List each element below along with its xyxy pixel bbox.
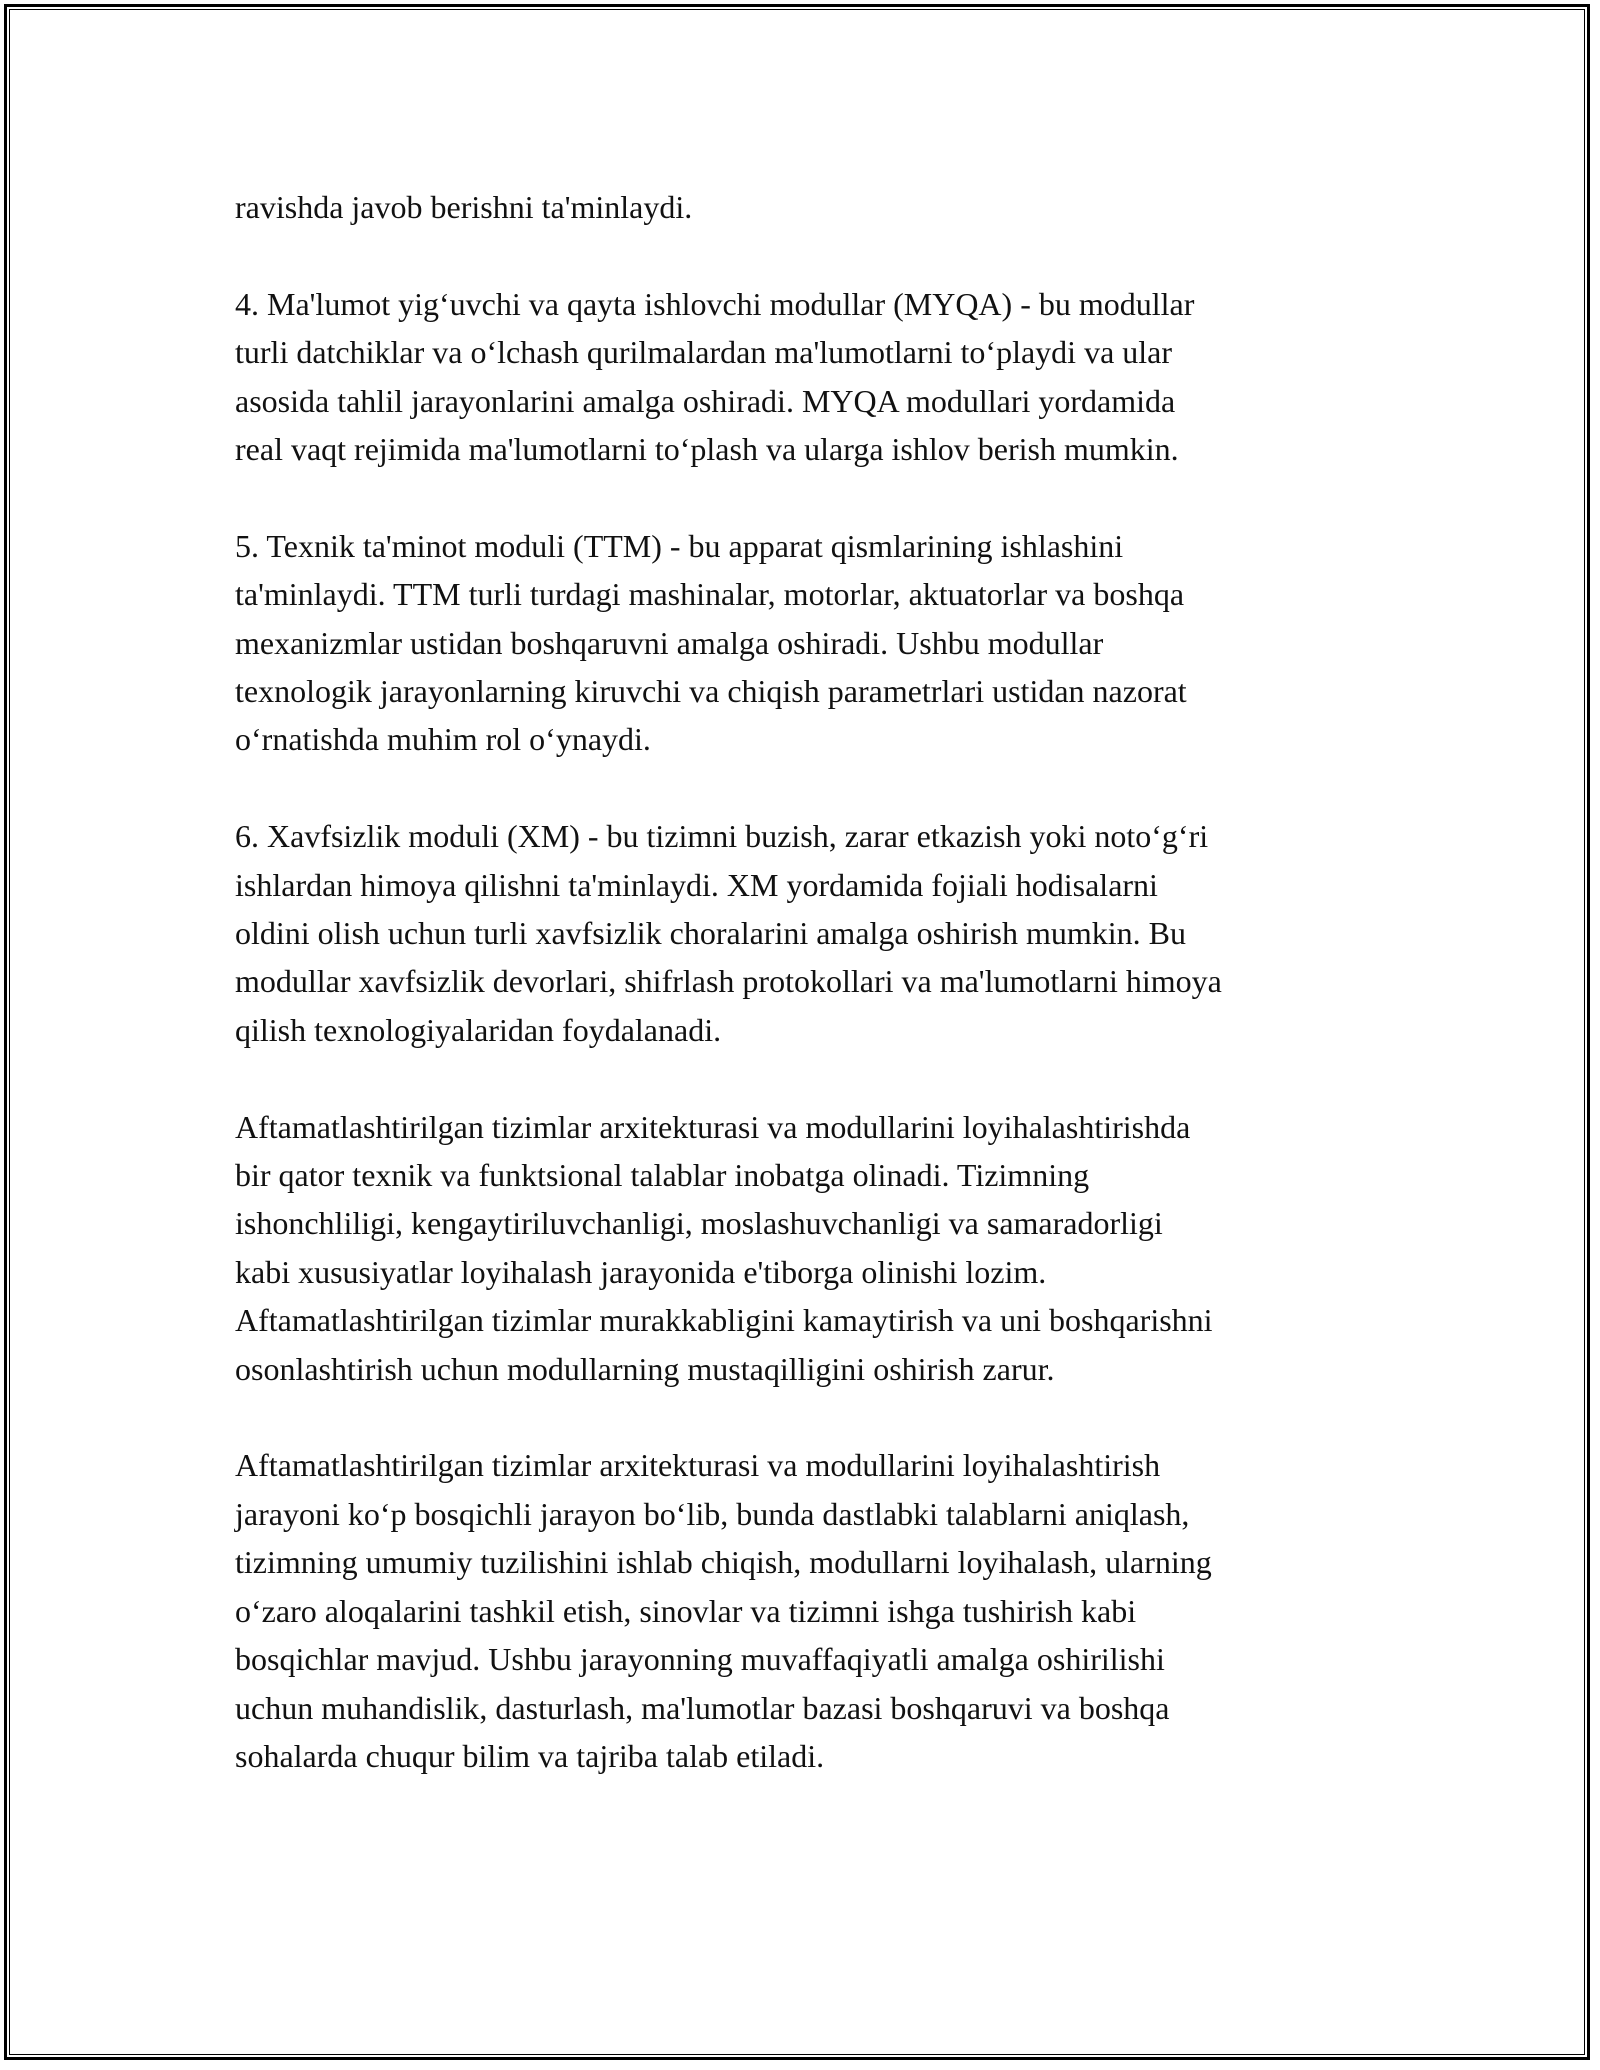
paragraph-process [235,1441,1395,1780]
paragraph-spacer [235,473,1395,521]
paragraph-item-5 [235,522,1395,764]
text-line: real vaqt rejimida ma'lumotlarni to‘plash va ularga ishlov berish mumkin. [235,431,1179,468]
text-line: turli datchiklar va o‘lchash qurilmalardan ma'lumotlarni to‘playdi va ular [235,334,1173,371]
text-line: kabi xususiyatlar loyihalash jarayonida e'tiborga olinishi lozim. [235,1253,1047,1290]
text-line: mexanizmlar ustidan boshqaruvni amalga oshiradi. Ushbu modullar [235,624,1104,661]
paragraph-spacer [235,231,1395,279]
paragraph-item-6 [235,812,1395,1054]
text-line: asosida tahlil jarayonlarini amalga oshiradi. MYQA modullari yordamida [235,382,1176,419]
text-line: osonlashtirish uchun modullarning mustaqilligini oshirish zarur. [235,1350,1055,1387]
text-line: o‘rnatishda muhim rol o‘ynaydi. [235,721,651,758]
paragraph-requirements [235,1103,1395,1393]
paragraph-spacer [235,1054,1395,1102]
text-line: bosqichlar mavjud. Ushbu jarayonning muvaffaqiyatli amalga oshirilishi [235,1641,1165,1678]
text-line: modullar xavfsizlik devorlari, shifrlash protokollari va ma'lumotlarni himoya [235,963,1222,1000]
text-line: 6. Xavfsizlik moduli (XM) - bu tizimni buzish, zarar etkazish yoki noto‘g‘ri [235,818,1209,855]
text-line: 4. Ma'lumot yig‘uvchi va qayta ishlovchi modullar (MYQA) - bu modullar [235,285,1195,322]
text-line: tizimning umumiy tuzilishini ishlab chiqish, modullarni loyihalash, ularning [235,1544,1212,1581]
text-line: ta'minlaydi. TTM turli turdagi mashinalar, motorlar, aktuatorlar va boshqa [235,576,1185,613]
document-body [235,183,1395,1780]
text-line: Aftamatlashtirilgan tizimlar murakkabligini kamaytirish va uni boshqarishni [235,1302,1213,1339]
paragraph-spacer [235,1393,1395,1441]
paragraph-spacer [235,764,1395,812]
text-line: Aftamatlashtirilgan tizimlar arxitekturasi va modullarini loyihalashtirish [235,1447,1161,1484]
text-line: uchun muhandislik, dasturlash, ma'lumotlar bazasi boshqaruvi va boshqa [235,1689,1170,1726]
text-line: ishlardan himoya qilishni ta'minlaydi. XM yordamida fojiali hodisalarni [235,866,1158,903]
text-line: texnologik jarayonlarning kiruvchi va chiqish parametrlari ustidan nazorat [235,673,1187,710]
text-line: oldini olish uchun turli xavfsizlik choralarini amalga oshirish mumkin. Bu [235,915,1186,952]
text-line: o‘zaro aloqalarini tashkil etish, sinovlar va tizimni ishga tushirish kabi [235,1592,1137,1629]
paragraph-item-4 [235,280,1395,474]
text-line: bir qator texnik va funktsional talablar inobatga olinadi. Tizimning [235,1157,1090,1194]
text-line: ravishda javob berishni ta'minlaydi. [235,189,693,225]
text-line: jarayoni ko‘p bosqichli jarayon bo‘lib, bunda dastlabki talablarni aniqlash, [235,1495,1190,1532]
text-line: Aftamatlashtirilgan tizimlar arxitekturasi va modullarini loyihalashtirishda [235,1108,1191,1145]
text-line: sohalarda chuqur bilim va tajriba talab etiladi. [235,1737,825,1774]
text-line: qilish texnologiyalaridan foydalanadi. [235,1011,722,1048]
text-line: ishonchliligi, kengaytiriluvchanligi, moslashuvchanligi va samaradorligi [235,1205,1163,1242]
text-line: 5. Texnik ta'minot moduli (TTM) - bu apparat qismlarining ishlashini [235,527,1124,564]
paragraph-continuation [235,183,1395,231]
